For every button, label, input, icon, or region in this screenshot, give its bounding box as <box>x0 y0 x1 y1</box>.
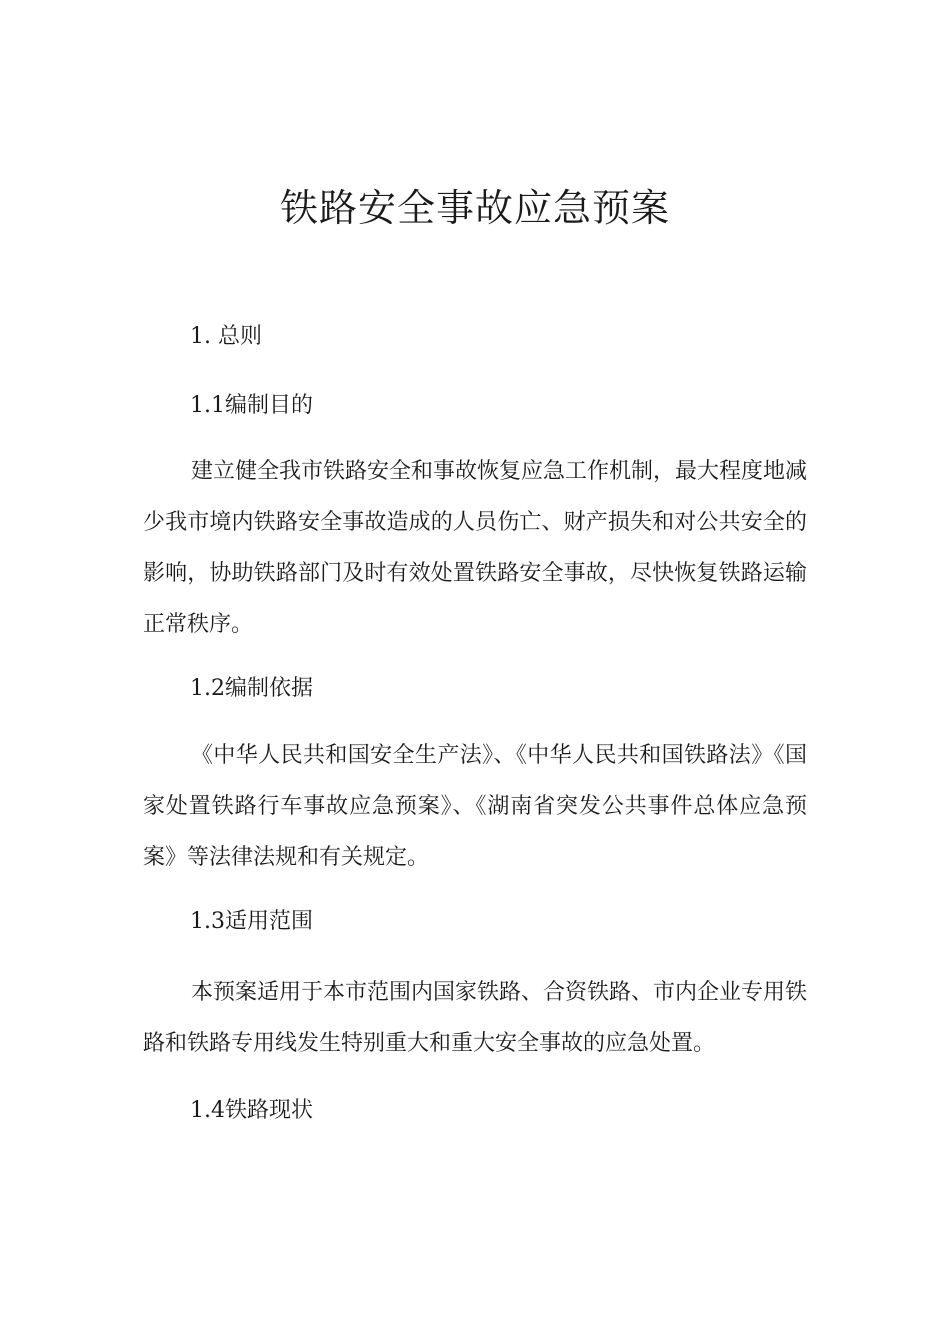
document-title: 铁路安全事故应急预案 <box>279 186 670 230</box>
section-heading-basis: 1.2编制依据 <box>190 676 313 701</box>
paragraph-basis: 《中华人民共和国安全生产法》、《中华人民共和国铁路法》《国家处置铁路行车事故应急预案》、《湖南省突发公共事件总体应急预案》等法律法规和有关规定。 <box>143 743 807 870</box>
section-heading-general: 1. 总则 <box>190 324 262 349</box>
paragraph-purpose: 建立健全我市铁路安全和事故恢复应急工作机制，最大程度地减少我市境内铁路安全事故造成的人员伤亡、财产损失和对公共安全的影响，协助铁路部门及时有效处置铁路安全事故，尽快恢复铁路运输正常秩序。 <box>143 459 808 637</box>
section-heading-railway-status: 1.4铁路现状 <box>190 1098 313 1123</box>
paragraph-scope: 本预案适用于本市范围内国家铁路、合资铁路、市内企业专用铁路和铁路专用线发生特别重大和重大安全事故的应急处置。 <box>143 980 808 1056</box>
section-heading-purpose: 1.1编制目的 <box>190 393 313 418</box>
section-heading-scope: 1.3适用范围 <box>190 909 313 934</box>
